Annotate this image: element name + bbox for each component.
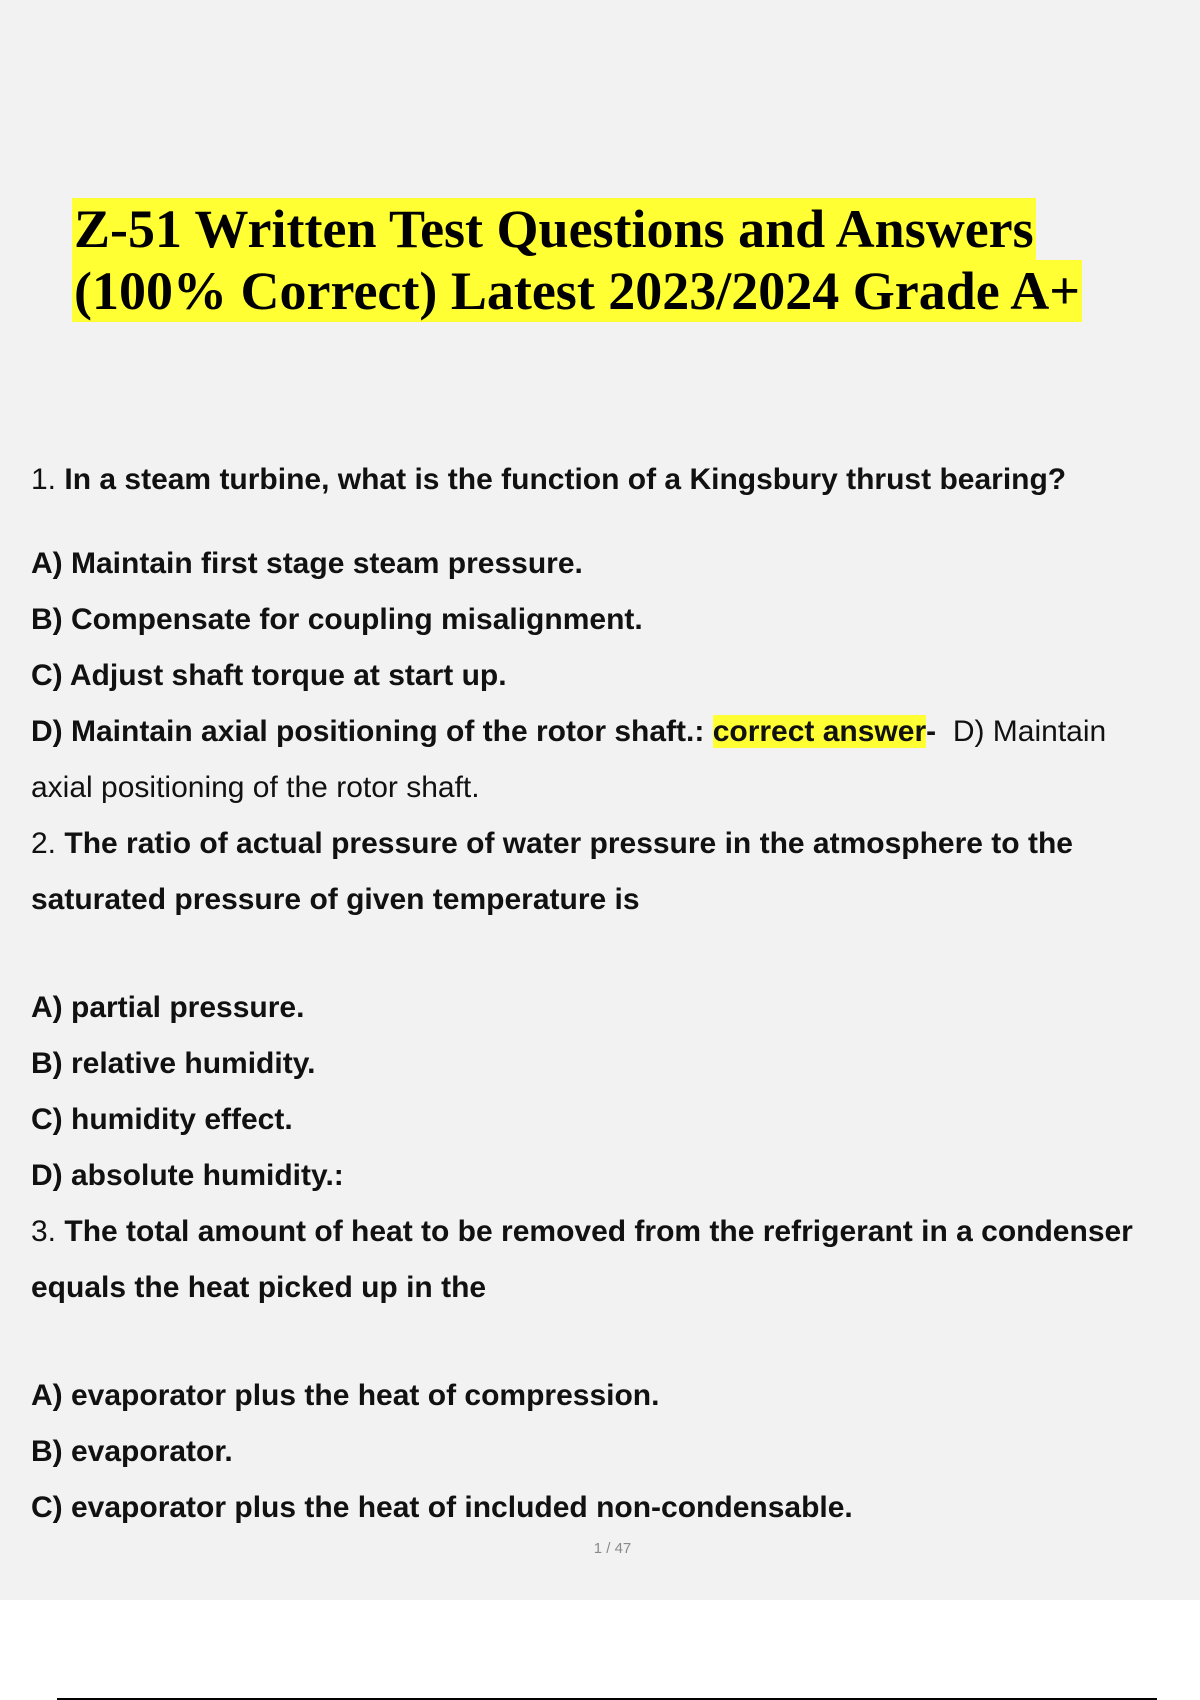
answer-text-line-1: D) Maintain	[952, 715, 1107, 748]
correct-answer-highlight: correct answer	[712, 715, 927, 748]
question-number: 2.	[31, 827, 57, 860]
title-line-2: (100% Correct) Latest 2023/2024 Grade A+	[74, 261, 1081, 321]
option-d-text: D) Maintain axial positioning of the rotor shaft.:	[31, 715, 705, 748]
question-3-cont	[31, 1260, 1200, 1316]
question-2-cont	[31, 872, 1200, 928]
question-text-line-2: saturated pressure of given temperature is	[31, 883, 640, 916]
answer-text-line-2: axial positioning of the rotor shaft.	[31, 771, 480, 804]
option-b: B) relative humidity.	[31, 1047, 316, 1080]
question-1	[31, 452, 1200, 508]
option-d	[31, 704, 1200, 760]
question-number: 1.	[31, 463, 57, 496]
question-3	[31, 1204, 1200, 1260]
option-a: A) partial pressure.	[31, 991, 305, 1024]
option-d: D) absolute humidity.:	[31, 1159, 344, 1192]
option-a: A) Maintain first stage steam pressure.	[31, 547, 583, 580]
option-c: C) Adjust shaft torque at start up.	[31, 659, 507, 692]
page-indicator: 1 / 47	[593, 1540, 632, 1557]
option-b: B) evaporator.	[31, 1435, 233, 1468]
question-number: 3.	[31, 1215, 57, 1248]
title-line-1: Z-51 Written Test Questions and Answers	[74, 199, 1034, 259]
document-title	[72, 198, 1082, 322]
option-b: B) Compensate for coupling misalignment.	[31, 603, 643, 636]
question-text: In a steam turbine, what is the function of a Kingsbury thrust bearing?	[64, 463, 1067, 496]
option-c: C) evaporator plus the heat of included non-condensable.	[31, 1491, 853, 1524]
question-text-line-1: The total amount of heat to be removed from the refrigerant in a condenser	[64, 1215, 1133, 1248]
answer-dash: -	[926, 715, 937, 748]
question-2	[31, 816, 1200, 872]
questions-content	[31, 452, 1200, 1536]
option-c: C) humidity effect.	[31, 1103, 293, 1136]
question-text-line-1: The ratio of actual pressure of water pressure in the atmosphere to the	[64, 827, 1073, 860]
option-a: A) evaporator plus the heat of compression.	[31, 1379, 660, 1412]
question-text-line-2: equals the heat picked up in the	[31, 1271, 487, 1304]
